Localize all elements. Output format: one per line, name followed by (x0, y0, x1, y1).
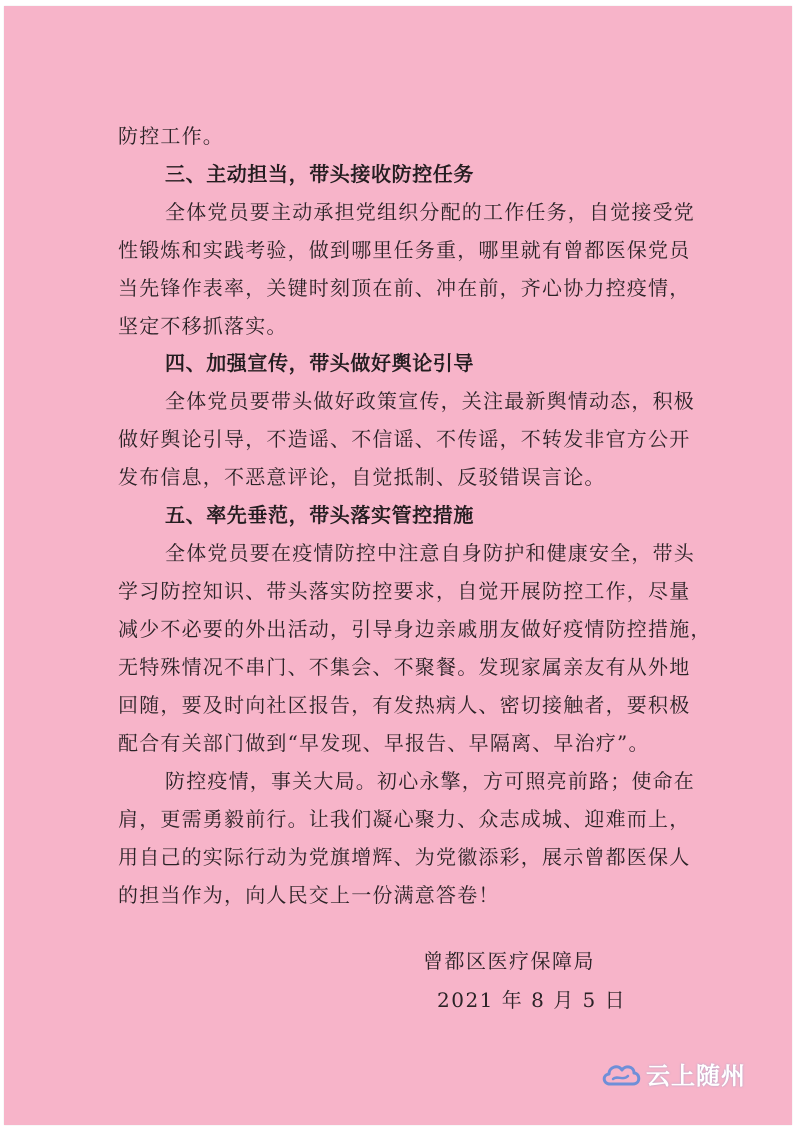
body-line: 肩，更需勇毅前行。让我们凝心聚力、众志成城、迎难而上， (118, 807, 691, 831)
body-line: 发布信息，不恶意评论，自觉抵制、反驳错误言论。 (118, 465, 606, 489)
body-line: 全体党员要带头做好政策宣传，关注最新舆情动态，积极 (165, 389, 695, 413)
body-line: 回随，要及时向社区报告，有发热病人、密切接触者，要积极 (118, 693, 691, 717)
body-line: 用自己的实际行动为党旗增辉、为党徽添彩，展示曾都医保人 (118, 845, 691, 869)
section-heading-3: 三、主动担当，带头接收防控任务 (165, 162, 474, 186)
section-heading-5: 五、率先垂范，带头落实管控措施 (165, 503, 474, 527)
body-line: 坚定不移抓落实。 (118, 314, 288, 338)
body-line: 全体党员要主动承担党组织分配的工作任务，自觉接受党 (165, 200, 695, 224)
body-line: 当先锋作表率，关键时刻顶在前、冲在前，齐心协力控疫情， (118, 276, 691, 300)
body-line: 配合有关部门做到“早发现、早报告、早隔离、早治疗”。 (118, 731, 650, 755)
cloud-icon (600, 1059, 642, 1089)
body-line: 做好舆论引导，不造谣、不信谣、不传谣，不转发非官方公开 (118, 427, 691, 451)
body-line: 防控疫情，事关大局。初心永擎，方可照亮前路；使命在 (165, 769, 695, 793)
watermark (600, 1056, 746, 1091)
body-line: 无特殊情况不串门、不集会、不聚餐。发现家属亲友有从外地 (118, 655, 691, 679)
body-line: 学习防控知识、带头落实防控要求，自觉开展防控工作，尽量 (118, 579, 691, 603)
body-line: 全体党员要在疫情防控中注意自身防护和健康安全，带头 (165, 541, 695, 565)
body-line: 的担当作为，向人民交上一份满意答卷！ (118, 883, 500, 907)
body-line: 减少不必要的外出活动，引导身边亲戚朋友做好疫情防控措施， (118, 617, 712, 641)
section-heading-4: 四、加强宣传，带头做好舆论引导 (165, 351, 474, 375)
body-line: 性锻炼和实践考验，做到哪里任务重，哪里就有曾都医保党员 (118, 238, 691, 262)
body-line: 防控工作。 (118, 124, 224, 148)
signature-date: 2021 年 8 月 5 日 (437, 988, 627, 1012)
signature-org: 曾都区医疗保障局 (423, 949, 595, 973)
watermark-text: 云上随州 (646, 1062, 746, 1090)
